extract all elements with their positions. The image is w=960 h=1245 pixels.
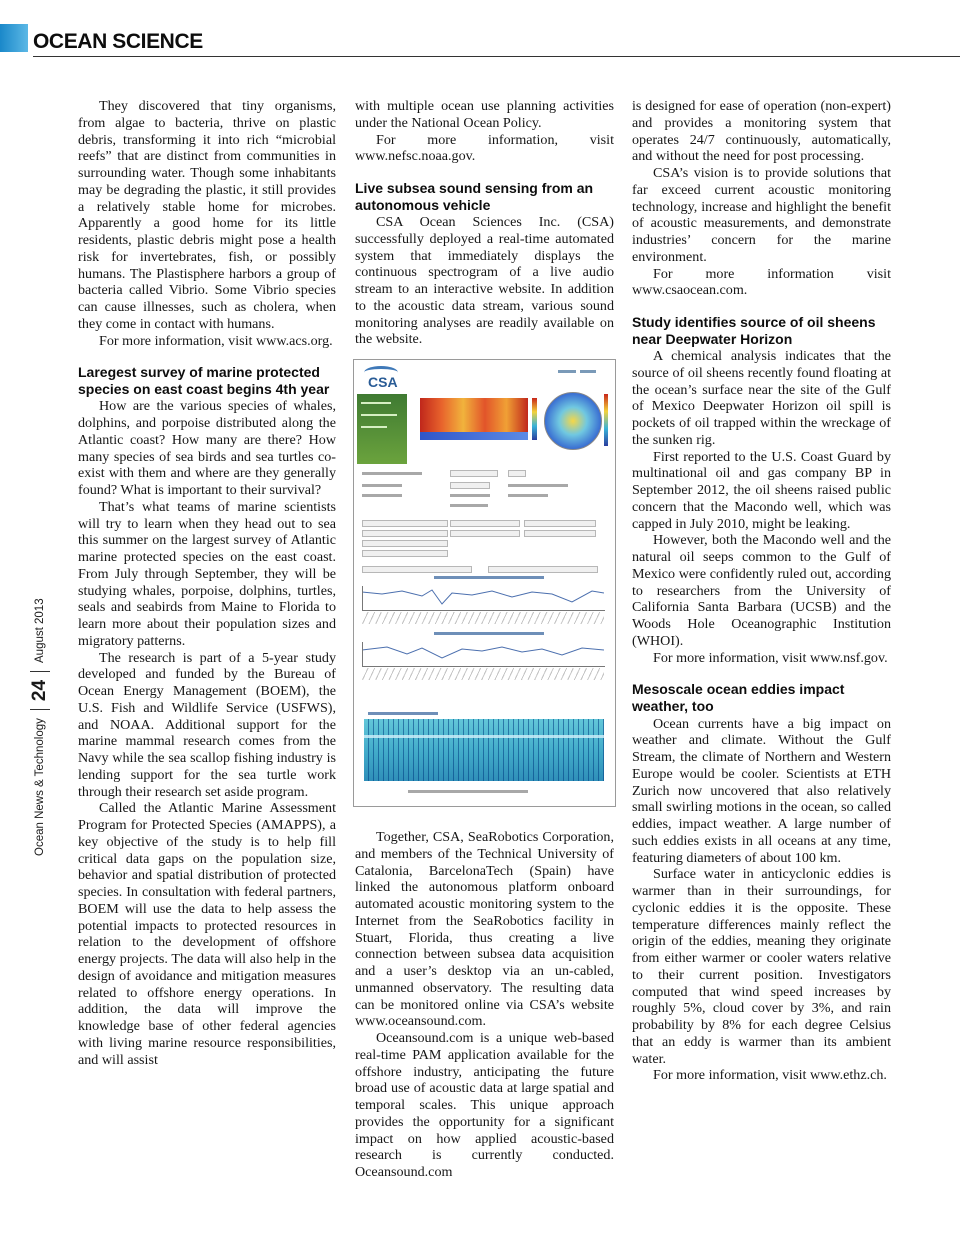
plot-title [434, 632, 544, 635]
article-heading: Laregest survey of marine protected species on east coast begins 4th year [78, 364, 330, 397]
paragraph: with multiple ocean use planning activities under the National Ocean Policy. [355, 98, 614, 131]
controls-row [358, 788, 604, 795]
csa-logo: CSA [364, 366, 400, 394]
plot-axes [362, 642, 605, 667]
paragraph: A chemical analysis indicates that the source of oil sheens recently found floating at the ocean’s surface near the site of the Gulf of Mexico Deepwater Horizon oil spill is pockets of oil trapped within the wreckage of the sunken rig. [632, 348, 891, 448]
header-accent-bar [0, 24, 28, 52]
paragraph: Together, CSA, SeaRobotics Corporation, and members of the Technical University of Catalonia, BarcelonaTech (Spain) have linked the autonomous platform onboard automated acoustic monitoring system to the Internet from the SeaRobotics facility in Stuart, Florida, thus creating a live connection between subsea data acquisition and a user’s desktop via an un-cabled, unmanned observatory. The resulting data can be monitored online via CSA’s website www.oceansound.com. [355, 829, 614, 1030]
publication-name: Ocean News & Technology [34, 718, 46, 856]
controls-row [358, 470, 604, 477]
paragraph: Ocean currents have a big impact on weather and climate. Without the Gulf Stream, the climate of Northern and Western Europe would be cooler. Scientists at ETH Zurich now uncovered that also relatively small swirling motions in the ocean, so called eddies, impact weather. A large number of such eddies exists in all oceans at any time, featuring diameters of about 100 km. [632, 715, 891, 866]
polar-colorbar [604, 394, 608, 446]
section-title: OCEAN SCIENCE [33, 30, 203, 53]
more-info: For more information visit www.csaocean.com. [632, 265, 891, 299]
sidebar-folio [26, 526, 54, 856]
paragraph: CSA Ocean Sciences Inc. (CSA) successfully deployed a real-time automated system that immediately displays the continuous spectrogram of a live audio stream to an interactive website. In addition to the acoustic data stream, various sound monitoring analyses are readily available on the website. [355, 214, 614, 348]
live-spectrogram [364, 719, 604, 781]
paragraph: is designed for ease of operation (non-expert) and provides a monitoring system that operates 24/7 continuously, automatically, and without the need for post processing. [632, 98, 891, 165]
controls-row [358, 502, 604, 509]
paragraph: Oceansound.com is a unique web-based real-time PAM application available for the offshore industry, anticipating the future broad use of acoustic data at large spatial and temporal scales. This unique approach provides the opportunity for a significant impact on how applied acoustic-based research is currently conducted. Oceansound.com [355, 1030, 614, 1181]
column-2 [355, 98, 614, 1181]
spectrogram-caption [368, 712, 438, 715]
page-number: 24 [29, 679, 50, 702]
paragraph: Called the Atlantic Marine Assessment Program for Protected Species (AMAPPS), a key objective of the study is to help fill critical data gaps on the population size, behavior and spatial distribution of protected species. In consultation with federal partners, BOEM will use the data to help assess the potential impacts to protected resources in relation to the development of offshore energy projects. The data will also help in the design of avoidance and mitigation measures related to offshore energy operations. In addition, the data will improve the knowledge base of other federal agencies with living marine resource responsibilities, and will assist [78, 800, 336, 1068]
plot-axes [362, 586, 605, 611]
folio-divider [30, 709, 50, 710]
paragraph: That’s what teams of marine scientists will try to learn when they head out to sea this summer on the largest survey of Atlantic marine protected species on the east coast. From July through September, they will be studying whales, porpoise, dolphins, turtles, seals and seabirds from Maine to Florida to learn more about their population sizes and migratory patterns. [78, 498, 336, 649]
controls-row [358, 566, 604, 573]
article-heading: Mesoscale ocean eddies impact weather, too [632, 681, 845, 715]
header-rule [33, 56, 960, 57]
paragraph: The research is part of a 5-year study developed and funded by the Bureau of Ocean Energy Management (BOEM), the U.S. Fish and Wildlife Service (USFWS), and NOAA. Additional support for the marine mammal research comes from the Navy while the sea scallop fishing industry is lending support for the sea turtle work through their research set aside program. [78, 649, 336, 800]
column-3 [632, 98, 891, 1084]
more-info: For more information, visit www.ethz.ch. [653, 1067, 887, 1084]
controls-row [358, 550, 604, 557]
column-1 [78, 98, 336, 1068]
polar-plot [544, 392, 602, 450]
paragraph: They discovered that tiny organisms, from algae to bacteria, thrive on plastic debris, transforming it into rich “microbial reefs” that are distinct from communities in surrounding water. Though some inhabitants may be degrading the plastic, it still provides a relatively stable home for microbes. Apparently a good home for its little residents, plastic debris might pose a health risk for invertebrates, fish, or possibly humans. The Plastisphere harbors a group of bacteria called Vibrio. Some Vibrio species can cause illnesses, such as cholera, when they come in contact with humans. [78, 98, 336, 332]
controls-row [358, 520, 604, 527]
paragraph: First reported to the U.S. Coast Guard by multinational oil and gas company BP in September 2012, the oil sheens raised public concern that the Macondo well, which was capped in July 2010, might be leaking. [632, 448, 891, 532]
paragraph: How are the various species of whales, dolphins, and porpoise distributed along the Atlantic coast? How many are there? How many species of sea birds and sea turtles co-exist with them and where are they generally found? What is important to their survival? [78, 398, 336, 499]
controls-row [358, 540, 604, 547]
paragraph: CSA’s vision is to provide solutions that far exceed current acoustic monitoring technology, increase and highlight the benefit of acoustic measurements, and demonstrate industries’ concern for the marine environment. [632, 165, 891, 265]
colorbar [532, 398, 537, 440]
website-screenshot-figure [353, 359, 616, 807]
site-sidebar-menu [357, 394, 407, 464]
spectrogram-image [420, 398, 528, 440]
folio-divider [30, 671, 50, 672]
more-info: For more information, visit www.nefsc.noaa.gov. [355, 131, 614, 165]
article-heading: Live subsea sound sensing from an autonomous vehicle [355, 180, 594, 213]
plot-title [434, 576, 544, 579]
more-info: For more information, visit www.nsf.gov. [653, 649, 888, 666]
more-info: For more information, visit www.acs.org. [99, 332, 333, 349]
issue-date: August 2013 [34, 598, 46, 663]
article-heading: Study identifies source of oil sheens near Deepwater Horizon [632, 314, 876, 347]
date-axis [362, 612, 604, 624]
controls-row [358, 482, 604, 489]
paragraph: However, both the Macondo well and the natural oil seeps common to the Gulf of Mexico were confidently ruled out, according to researchers from the University of California Santa Barbara (UCSB) and the Woods Hole Oceanographic Institution (WHOI). [632, 532, 891, 649]
date-axis [362, 668, 604, 680]
paragraph: Surface water in anticyclonic eddies is warmer than in their surroundings, for cyclonic eddies it is the opposite. These temperature differences mainly reflect the origin of the eddies, meaning they originate from either warmer or cooler waters relative to their current position. Investigators computed that wind speed increases by roughly 5%, cloud cover by 3%, and rain probability by 8% for each degree Celsius that an eddy is warmer than its ambient water. [632, 866, 891, 1067]
controls-row [358, 530, 604, 537]
controls-row [358, 492, 604, 499]
